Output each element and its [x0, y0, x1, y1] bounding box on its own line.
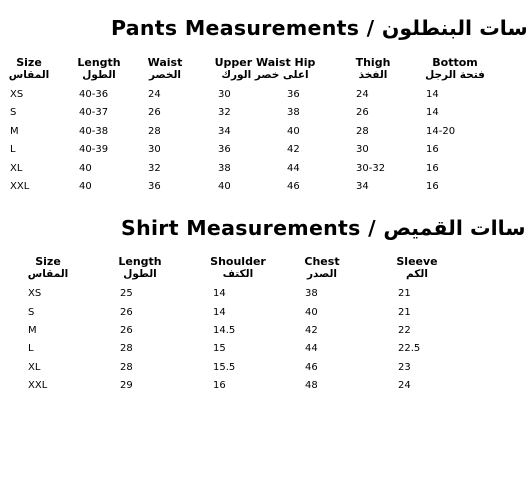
shirt-title: Shirt Measurements / ساات القميص [121, 216, 526, 240]
pants-table-cell: 30-32 [356, 163, 386, 174]
pants-table-cell: 40-37 [79, 107, 109, 118]
pants-table-cell: 28 [148, 126, 161, 137]
pants-table-cell: 40-38 [79, 126, 109, 137]
shirt-table-cell: 23 [398, 362, 411, 373]
header-label-arabic: الخصر [149, 69, 181, 81]
shirt-table-cell: 40 [305, 307, 318, 318]
pants-table-cell: 40 [218, 181, 231, 192]
pants-table-cell: 38 [287, 107, 300, 118]
header-label: Upper Waist Hip [214, 56, 316, 69]
shirt-table-cell: 38 [305, 288, 318, 299]
pants-table-cell: 34 [356, 181, 369, 192]
shirt-table-cell: 29 [120, 380, 133, 391]
pants-table-cell: 46 [287, 181, 300, 192]
pants-table-cell: 14-20 [426, 126, 456, 137]
pants-table-cell: M [10, 126, 19, 137]
pants-table-cell: 26 [148, 107, 161, 118]
shirt-table-cell: 25 [120, 288, 133, 299]
pants-table-cell: 26 [356, 107, 369, 118]
header-label-arabic: الطول [123, 268, 157, 280]
header-label-arabic: المقاس [27, 268, 69, 280]
header-label-arabic: الفخذ [358, 69, 388, 81]
pants-table-cell: 36 [287, 89, 300, 100]
pants-table-cell: 40-36 [79, 89, 109, 100]
pants-table-cell: 36 [218, 144, 231, 155]
pants-table-cell: S [10, 107, 17, 118]
pants-table-cell: 30 [356, 144, 369, 155]
shirt-table-cell: M [28, 325, 37, 336]
pants-table-cell: 28 [356, 126, 369, 137]
shirt-table-cell: 28 [120, 362, 133, 373]
pants-table-cell: 16 [426, 163, 439, 174]
pants-table-cell: 24 [356, 89, 369, 100]
pants-header-bottom [395, 57, 515, 81]
header-label: Length [77, 56, 121, 69]
shirt-table-cell: 28 [120, 343, 133, 354]
shirt-table-cell: 42 [305, 325, 318, 336]
pants-table-cell: 34 [218, 126, 231, 137]
pants-table-cell: 40-39 [79, 144, 109, 155]
header-label: Size [16, 56, 42, 69]
shirt-table-cell: 21 [398, 307, 411, 318]
shirt-table-cell: L [28, 343, 34, 354]
pants-table-cell: 24 [148, 89, 161, 100]
pants-table-cell: 30 [218, 89, 231, 100]
shirt-table-cell: 22 [398, 325, 411, 336]
header-label-arabic: اعلى خصر الورك [221, 69, 309, 81]
shirt-table-cell: 14 [213, 288, 226, 299]
shirt-table-cell: 46 [305, 362, 318, 373]
header-label: Bottom [432, 56, 478, 69]
pants-table-cell: XXL [10, 181, 30, 192]
shirt-table-cell: 24 [398, 380, 411, 391]
shirt-table-cell: S [28, 307, 35, 318]
pants-table-cell: 36 [148, 181, 161, 192]
header-label-arabic: فتحة الرجل [425, 69, 485, 81]
pants-table-cell: XL [10, 163, 23, 174]
shirt-table-cell: 48 [305, 380, 318, 391]
header-label: Length [118, 255, 162, 268]
shirt-table-cell: XXL [28, 380, 48, 391]
shirt-table-cell: XL [28, 362, 41, 373]
pants-header-upper-waist-hip [205, 57, 325, 81]
pants-table-cell: 30 [148, 144, 161, 155]
header-label: Size [35, 255, 61, 268]
pants-table-cell: 42 [287, 144, 300, 155]
pants-table-cell: 16 [426, 181, 439, 192]
pants-table-cell: 40 [287, 126, 300, 137]
pants-table-cell: 38 [218, 163, 231, 174]
pants-table-cell: 14 [426, 107, 439, 118]
shirt-table-cell: 14 [213, 307, 226, 318]
header-label: Chest [304, 255, 340, 268]
shirt-table-cell: 21 [398, 288, 411, 299]
header-label-arabic: الطول [82, 69, 116, 81]
shirt-table-cell: 15.5 [213, 362, 236, 373]
header-label: Sleeve [396, 255, 438, 268]
pants-table-cell: 44 [287, 163, 300, 174]
header-label: Waist [147, 56, 183, 69]
pants-table-cell: 32 [148, 163, 161, 174]
header-label: Thigh [355, 56, 391, 69]
header-label-arabic: الكم [406, 268, 428, 280]
shirt-table-cell: 26 [120, 325, 133, 336]
shirt-table-cell: 26 [120, 307, 133, 318]
shirt-table-cell: 44 [305, 343, 318, 354]
shirt-header-sleeve [357, 256, 477, 280]
pants-table-cell: 40 [79, 163, 92, 174]
header-label-arabic: الصدر [307, 268, 337, 280]
shirt-table-cell: 16 [213, 380, 226, 391]
pants-table-cell: 16 [426, 144, 439, 155]
header-label: Shoulder [210, 255, 266, 268]
shirt-table-cell: XS [28, 288, 42, 299]
pants-title: Pants Measurements / سات البنطلون [111, 16, 528, 40]
pants-table-cell: XS [10, 89, 24, 100]
pants-table-cell: 40 [79, 181, 92, 192]
shirt-table-cell: 15 [213, 343, 226, 354]
pants-table-cell: L [10, 144, 16, 155]
shirt-table-cell: 14.5 [213, 325, 236, 336]
header-label-arabic: الكتف [222, 268, 254, 280]
header-label-arabic: المقاس [8, 69, 50, 81]
pants-table-cell: 14 [426, 89, 439, 100]
shirt-table-cell: 22.5 [398, 343, 421, 354]
pants-table-cell: 32 [218, 107, 231, 118]
